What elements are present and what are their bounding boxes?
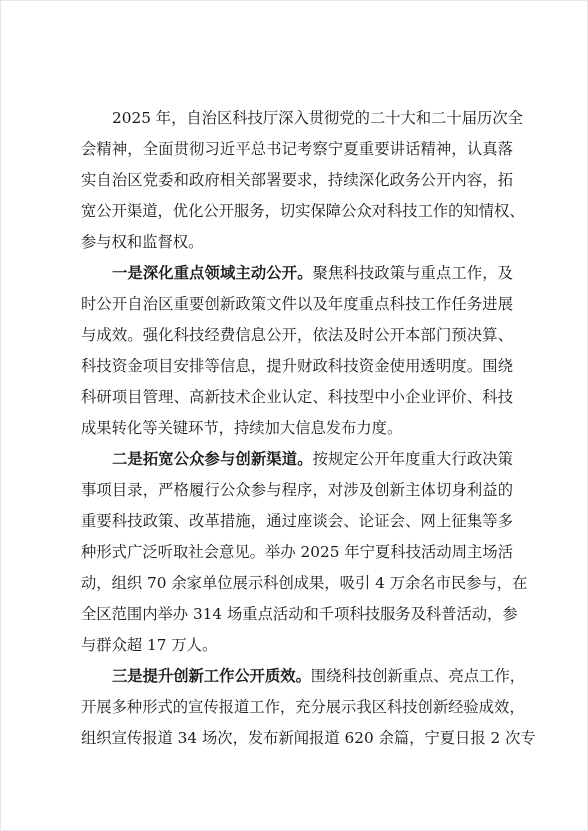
text-line: 全区范围内举办 314 场重点活动和千项科技服务及科普活动，参 (81, 605, 518, 623)
text-line: 科技资金项目安排等信息，提升财政科技资金使用透明度。围绕 (81, 357, 513, 375)
text-line: 科研项目管理、高新技术企业认定、科技型中小企业评价、科技 (81, 388, 513, 406)
text-line: 开展多种形式的宣传报道工作，充分展示我区科技创新经验成效， (81, 698, 525, 716)
text-line: 与群众超 17 万人。 (81, 636, 218, 654)
text-line: 组织宣传报道 34 场次，发布新闻报道 620 余篇，宁夏日报 2 次专 (81, 729, 536, 747)
section-heading: 一是深化重点领域主动公开。 (112, 264, 313, 282)
text-line: 会精神，全面贯彻习近平总书记考察宁夏重要讲话精神，认真落 (81, 140, 513, 158)
text-line: 一是深化重点领域主动公开。聚焦科技政策与重点工作，及 (112, 264, 513, 282)
text-line: 动，组织 70 余家单位展示科创成果，吸引 4 万余名市民参与，在 (81, 574, 528, 592)
text-line: 时公开自治区重要创新政策文件以及年度重点科技工作任务进展 (81, 295, 513, 313)
text-line: 成果转化等关键环节，持续加大信息发布力度。 (81, 419, 403, 437)
text-line: 2025 年，自治区科技厅深入贯彻党的二十大和二十届历次全 (112, 109, 523, 127)
text-line: 三是提升创新工作公开质效。围绕科技创新重点、亮点工作， (112, 667, 526, 685)
text-line: 种形式广泛听取社会意见。举办 2025 年宁夏科技活动周主场活 (81, 543, 513, 561)
paragraph-section-one (81, 258, 513, 444)
paragraph-intro (81, 103, 525, 258)
text-line: 与成效。强化科技经费信息公开，依法及时公开本部门预决算、 (81, 326, 513, 344)
paragraph-section-two (81, 444, 528, 661)
section-heading: 二是拓宽公众参与创新渠道。 (112, 450, 313, 468)
text-line: 二是拓宽公众参与创新渠道。按规定公开年度重大行政决策 (112, 450, 513, 468)
document-body (81, 103, 536, 754)
text-line: 实自治区党委和政府相关部署要求，持续深化政务公开内容，拓 (81, 171, 513, 189)
text-line: 参与权和监督权。 (81, 233, 204, 251)
text-line: 重要科技政策、改革措施，通过座谈会、论证会、网上征集等多 (81, 512, 513, 530)
section-heading: 三是提升创新工作公开质效。 (112, 667, 311, 685)
text-line: 宽公开渠道，优化公开服务，切实保障公众对科技工作的知情权、 (81, 202, 525, 220)
text-line: 事项目录，严格履行公众参与程序，对涉及创新主体切身利益的 (81, 481, 513, 499)
paragraph-section-three (81, 661, 536, 754)
